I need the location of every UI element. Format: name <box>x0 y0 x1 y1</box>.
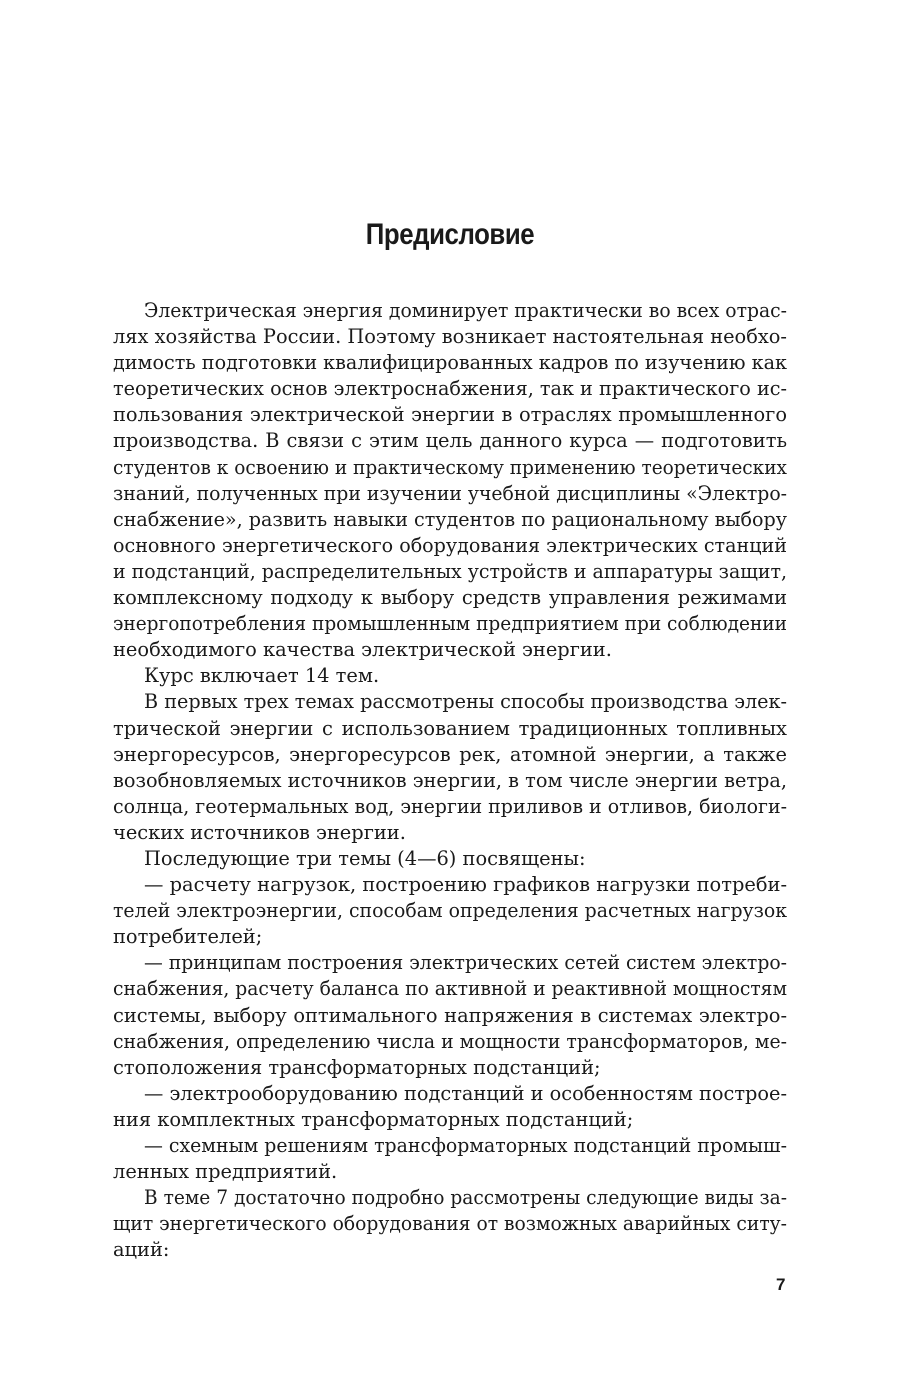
paragraph <box>113 663 787 689</box>
paragraph <box>113 872 787 950</box>
paragraph <box>113 689 787 846</box>
text-line: телей электроэнергии, способам определения расчетных нагрузок <box>113 899 788 923</box>
text-line: ленных предприятий. <box>113 1160 338 1184</box>
text-line: лях хозяйства России. Поэтому возникает настоятельная необхо- <box>113 325 787 349</box>
text-line: необходимого качества электрической энергии. <box>113 638 612 662</box>
text-line: — электрооборудованию подстанций и особенностям построе- <box>144 1081 788 1105</box>
text-line: системы, выбору оптимального напряжения в системах электро- <box>113 1003 787 1027</box>
text-line: димость подготовки квалифицированных кадров по изучению как <box>113 351 788 375</box>
text-line: потребителей; <box>113 925 263 949</box>
text-line: знаний, полученных при изучении учебной дисциплины «Электро- <box>113 481 788 505</box>
text-line: снабжения, определению числа и мощности трансформаторов, ме- <box>113 1029 788 1053</box>
text-line: пользования электрической энергии в отраслях промышленного <box>113 403 787 427</box>
text-line: — расчету нагрузок, построению графиков нагрузки потреби- <box>144 873 787 897</box>
text-line: Электрическая энергия доминирует практически во всех отрас- <box>144 299 787 322</box>
paragraph <box>113 1185 787 1263</box>
text-line: солнца, геотермальных вод, энергии приливов и отливов, биологи- <box>113 794 788 818</box>
text-line: аций: <box>113 1238 170 1262</box>
paragraph <box>113 950 787 1080</box>
paragraph <box>113 1133 787 1185</box>
page-number: 7 <box>776 1275 786 1294</box>
paragraph <box>113 298 787 663</box>
paragraph <box>113 1081 787 1133</box>
text-line: снабжения, расчету баланса по активной и реактивной мощностям <box>113 977 788 1001</box>
text-line: В первых трех темах рассмотрены способы производства элек- <box>144 690 788 714</box>
text-line: Последующие три темы (4—6) посвящены: <box>144 846 586 870</box>
page-title: Предисловие <box>365 218 535 251</box>
text-line: студентов к освоению и практическому применению теоретических <box>113 455 787 479</box>
text-line: теоретических основ электроснабжения, так и практического ис- <box>113 377 787 401</box>
text-line: энергоресурсов, энергоресурсов рек, атомной энергии, а также <box>113 742 787 766</box>
text-line: снабжение», развить навыки студентов по рациональному выбору <box>113 507 788 531</box>
text-line: производства. В связи с этим цель данного курса — подготовить <box>113 429 788 453</box>
text-line: Курс включает 14 тем. <box>144 664 380 688</box>
text-line: и подстанций, распределительных устройств и аппаратуры защит, <box>113 559 788 583</box>
text-line: стоположения трансформаторных подстанций; <box>113 1055 601 1079</box>
text-line: трической энергии с использованием традиционных топливных <box>113 716 787 740</box>
text-line: В теме 7 достаточно подробно рассмотрены следующие виды за- <box>144 1186 788 1210</box>
text-line: — схемным решениям трансформаторных подстанций промыш- <box>144 1134 787 1157</box>
text-line: ния комплектных трансформаторных подстанций; <box>113 1107 634 1131</box>
text-line: — принципам построения электрических сетей систем электро- <box>144 951 788 975</box>
text-line: возобновляемых источников энергии, в том числе энергии ветра, <box>113 768 788 792</box>
text-line: энергопотребления промышленным предприятием при соблюдении <box>113 612 787 636</box>
text-line: основного энергетического оборудования электрических станций <box>113 533 787 557</box>
text-line: щит энергетического оборудования от возможных аварийных ситу- <box>113 1212 787 1236</box>
text-line: ческих источников энергии. <box>113 820 406 844</box>
body-text <box>113 298 787 1263</box>
paragraph <box>113 846 787 872</box>
text-line: комплексному подходу к выбору средств управления режимами <box>113 586 787 610</box>
